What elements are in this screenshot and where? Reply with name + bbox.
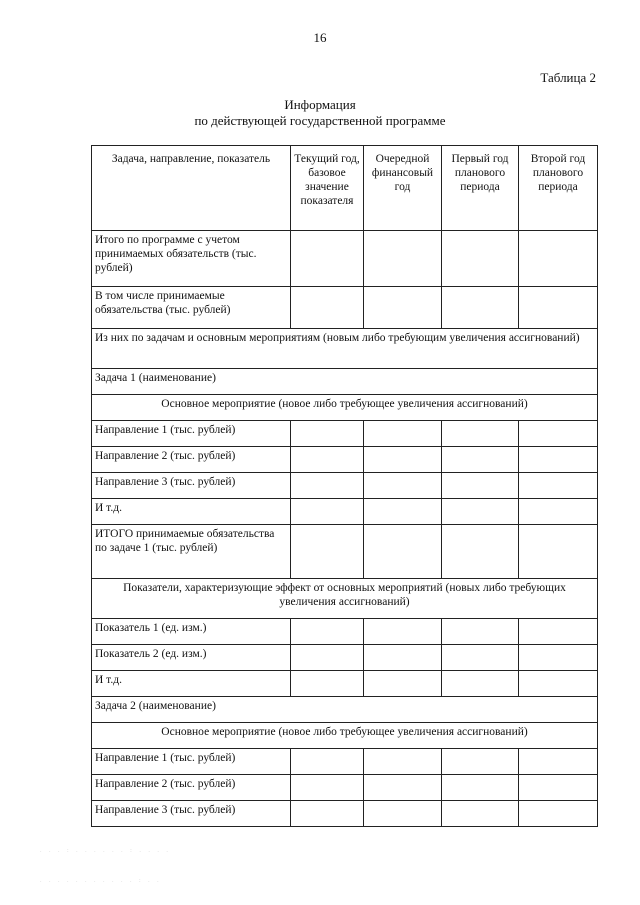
data-cell [291,775,364,801]
table-row [92,421,598,447]
data-cell [519,473,598,499]
data-cell [364,749,442,775]
data-cell [291,749,364,775]
table-row [92,231,598,287]
row-label-direction-1: Направление 1 (тыс. рублей) [92,749,291,775]
data-cell [442,287,519,329]
data-cell [519,231,598,287]
table-row [92,723,598,749]
row-label-etc: И т.д. [92,499,291,525]
data-cell [442,499,519,525]
data-cell [519,447,598,473]
task-2-heading: Задача 2 (наименование) [92,697,598,723]
row-label-program-total: Итого по программе с учетом принимаемых обязательств (тыс. рублей) [92,231,291,287]
indicators-heading: Показатели, характеризующие эффект от основных мероприятий (новых либо требующих увеличения ассигнований) [92,579,598,619]
data-cell [364,473,442,499]
table-label: Таблица 2 [540,70,596,85]
data-cell [519,671,598,697]
document-title [0,97,640,129]
data-cell [442,525,519,579]
data-cell [291,671,364,697]
table-row [92,697,598,723]
table-header-row [92,146,598,231]
table-row [92,775,598,801]
data-cell [519,525,598,579]
data-cell [364,775,442,801]
data-cell [442,473,519,499]
table-row [92,395,598,421]
table-row [92,645,598,671]
title-line-1: Информация [284,97,356,112]
main-activity-2-heading: Основное мероприятие (новое либо требующее увеличения ассигнований) [92,723,598,749]
data-cell [442,671,519,697]
row-label-direction-3: Направление 3 (тыс. рублей) [92,473,291,499]
data-cell [364,421,442,447]
task-1-heading: Задача 1 (наименование) [92,369,598,395]
data-cell [364,525,442,579]
title-line-2: по действующей государственной программе [194,113,446,128]
table-row [92,525,598,579]
data-cell [364,447,442,473]
table-row [92,801,598,827]
data-cell [442,421,519,447]
row-label-direction-2: Направление 2 (тыс. рублей) [92,775,291,801]
data-cell [519,645,598,671]
data-cell [291,645,364,671]
header-next-fiscal-year: Очередной финансовый год [364,146,442,231]
table-row [92,671,598,697]
data-cell [442,231,519,287]
data-cell [519,287,598,329]
row-label-direction-1: Направление 1 (тыс. рублей) [92,421,291,447]
program-info-table [91,145,598,827]
data-cell [364,801,442,827]
data-cell [442,645,519,671]
table-row [92,619,598,645]
data-cell [364,619,442,645]
data-cell [519,775,598,801]
data-cell [442,749,519,775]
data-cell [291,421,364,447]
data-cell [364,287,442,329]
row-label-indicator-1: Показатель 1 (ед. изм.) [92,619,291,645]
data-cell [291,619,364,645]
row-label-direction-2: Направление 2 (тыс. рублей) [92,447,291,473]
data-cell [442,775,519,801]
data-cell [442,801,519,827]
data-cell [364,499,442,525]
data-cell [364,231,442,287]
scan-noise: . . . : . . . . . . : . . . . [40,848,171,854]
header-first-plan-year: Первый год планового периода [442,146,519,231]
header-task-direction-indicator: Задача, направление, показатель [92,146,291,231]
data-cell [291,525,364,579]
scan-noise: . . . . . . . . . . . : . . [40,878,162,884]
table-row [92,749,598,775]
table-row [92,287,598,329]
table-row [92,447,598,473]
data-cell [364,671,442,697]
main-activity-1-heading: Основное мероприятие (новое либо требующее увеличения ассигнований) [92,395,598,421]
row-label-indicator-2: Показатель 2 (ед. изм.) [92,645,291,671]
table-row [92,473,598,499]
data-cell [364,645,442,671]
header-current-year: Текущий год, базовое значение показателя [291,146,364,231]
data-cell [291,473,364,499]
data-cell [291,287,364,329]
data-cell [291,801,364,827]
table-row [92,579,598,619]
data-cell [519,801,598,827]
data-cell [519,499,598,525]
data-cell [442,619,519,645]
row-label-direction-3: Направление 3 (тыс. рублей) [92,801,291,827]
row-label-task-1-total: ИТОГО принимаемые обязательства по задаче 1 (тыс. рублей) [92,525,291,579]
data-cell [291,447,364,473]
table-row [92,369,598,395]
data-cell [519,421,598,447]
header-second-plan-year: Второй год планового периода [519,146,598,231]
table-row [92,499,598,525]
data-cell [442,447,519,473]
data-cell [291,499,364,525]
data-cell [291,231,364,287]
row-label-obligations: В том числе принимаемые обязательства (тыс. рублей) [92,287,291,329]
section-by-tasks: Из них по задачам и основным мероприятиям (новым либо требующим увеличения ассигнований) [92,329,598,369]
row-label-etc: И т.д. [92,671,291,697]
data-cell [519,619,598,645]
table-row [92,329,598,369]
data-cell [519,749,598,775]
page-number: 16 [313,30,327,45]
